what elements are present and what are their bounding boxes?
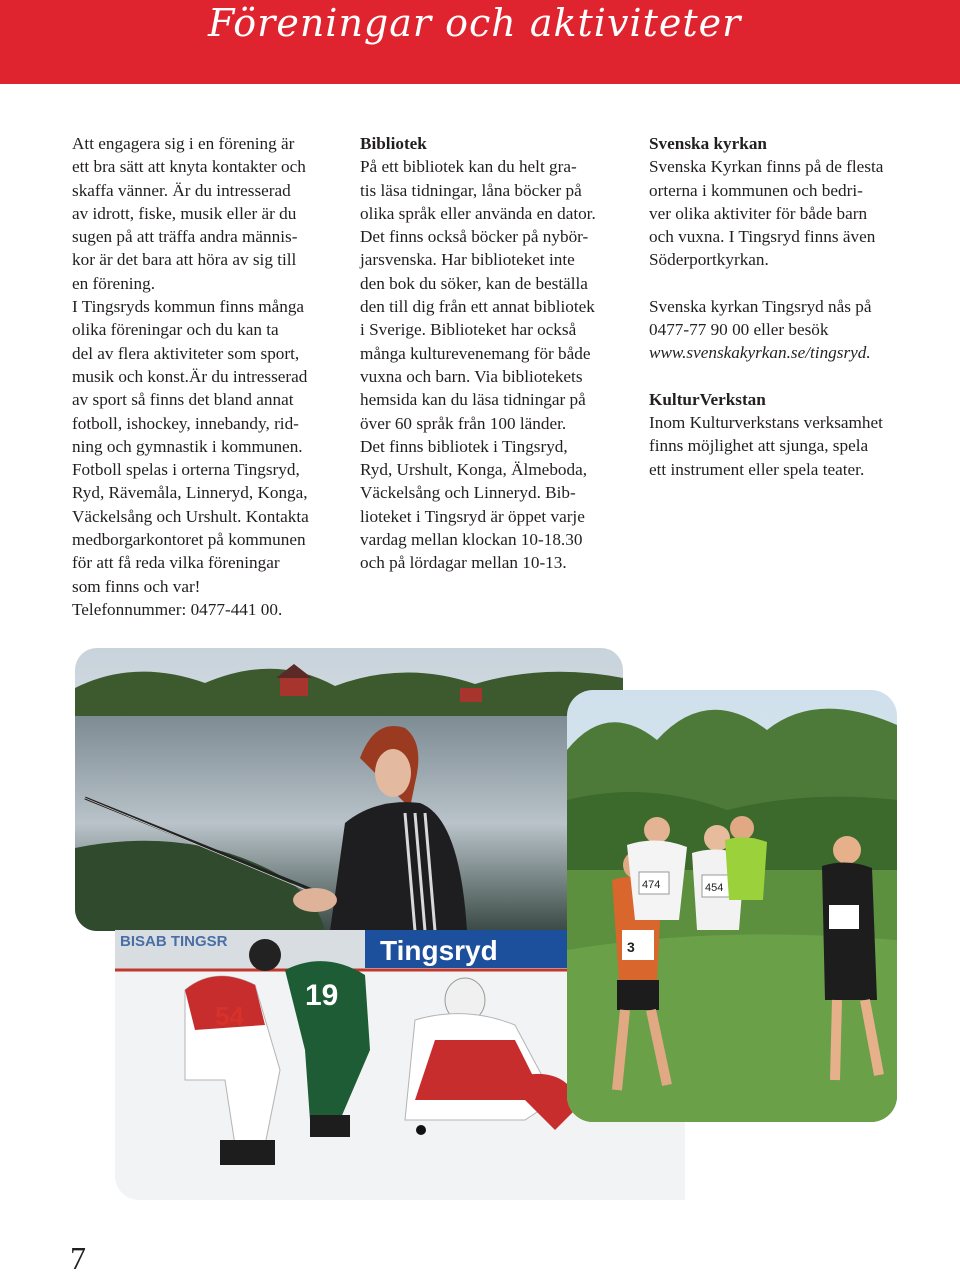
text-line: hemsida kan du läsa tidningar på [360,390,586,410]
text-line: Inom Kulturverkstans verksamhet [649,412,883,432]
section-heading-bibliotek: Bibliotek [360,134,427,153]
text-line: Väckelsång och Urshult. Kontakta [72,506,309,526]
text-line: jarsvenska. Har biblioteket inte [360,250,575,270]
text-line: Ryd, Rävemåla, Linneryd, Konga, [72,483,308,503]
text-line: lioteket i Tingsryd är öppet varje [360,506,585,526]
text-line: Svenska kyrkan Tingsryd nås på [649,296,872,316]
fishing-photo [75,648,623,931]
rink-board-text: BISAB TINGSR [120,933,228,950]
text-line: Det finns också böcker på nybör- [360,227,589,247]
text-line: orterna i kommunen och bedri- [649,180,863,200]
text-line: den till dig från ett annat bibliotek [360,297,595,317]
text-line: Att engagera sig i en förening är [72,134,295,153]
text-line: Söderportkyrkan. [649,250,769,270]
text-line: i Sverige. Biblioteket har också [360,320,577,340]
text-line: 0477-77 90 00 eller besök [649,320,829,340]
running-race-photo [567,690,897,1122]
rink-board-text-tingsryd: Tingsryd [380,935,498,966]
column-bibliotek [360,132,635,575]
text-line: Ryd, Urshult, Konga, Älmeboda, [360,460,588,480]
jersey-number-19: 19 [305,979,339,1012]
text-line: På ett bibliotek kan du helt gra- [360,157,577,177]
text-line: ver olika aktiviter för både barn [649,203,868,223]
bib-number-474: 474 [642,879,661,891]
text-line: och på lördagar mellan 10-13. [360,553,567,573]
text-line: musik och konst.Är du intresserad [72,366,308,386]
text-line: ett instrument eller spela teater. [649,459,865,479]
text-line: Väckelsång och Linneryd. Bib- [360,483,576,503]
text-line: ning och gymnastik i kommunen. [72,436,303,456]
section-heading-svenska-kyrkan: Svenska kyrkan [649,134,767,153]
text-line: fotboll, ishockey, innebandy, rid- [72,413,299,433]
kyrkan-url: www.svenskakyrkan.se/tingsryd. [649,343,871,363]
text-line: ett bra sätt att knyta kontakter och [72,157,306,177]
section-heading-kulturverkstan: KulturVerkstan [649,389,766,409]
text-line: skaffa vänner. Är du intresserad [72,180,291,200]
text-line: över 60 språk från 100 länder. [360,413,567,433]
text-line: vuxna och barn. Via bibliotekets [360,366,583,386]
text-line: Telefonnummer: 0477-441 00. [72,599,283,619]
text-line: olika föreningar och du kan ta [72,320,279,340]
text-line: vardag mellan klockan 10-18.30 [360,530,583,550]
text-line: olika språk eller använda en dator. [360,203,596,223]
text-line: finns möjlighet att sjunga, spela [649,436,869,456]
text-line: av idrott, fiske, musik eller är du [72,203,297,223]
text-line: del av flera aktiviteter som sport, [72,343,300,363]
page-number: 7 [70,1240,86,1276]
bib-number-454: 454 [705,882,724,894]
column-intro [72,132,352,621]
jersey-number-54: 54 [215,1001,244,1031]
text-line: en förening. [72,273,156,293]
text-line: Det finns bibliotek i Tingsryd, [360,436,568,456]
text-line: som finns och var! [72,576,201,596]
header-banner [0,0,960,84]
text-line: kor är det bara att höra av sig till [72,250,297,270]
text-line: medborgarkontoret på kommunen [72,530,306,550]
text-line: av sport så finns det bland annat [72,390,294,410]
text-line: tis läsa tidningar, låna böcker på [360,180,582,200]
page-title: Föreningar och aktiviteter [208,1,742,45]
text-line: många kulturevenemang för både [360,343,591,363]
text-line: sugen på att träffa andra männis- [72,227,298,247]
text-line: I Tingsryds kommun finns många [72,297,305,317]
text-line: Fotboll spelas i orterna Tingsryd, [72,460,300,480]
text-line: den bok du söker, kan de beställa [360,273,588,293]
text-line: och vuxna. I Tingsryd finns även [649,227,876,247]
bib-number-3: 3 [627,939,635,955]
column-kyrkan-kultur [649,132,929,481]
text-line: Svenska Kyrkan finns på de flesta [649,157,884,177]
text-line: för att få reda vilka föreningar [72,553,280,573]
